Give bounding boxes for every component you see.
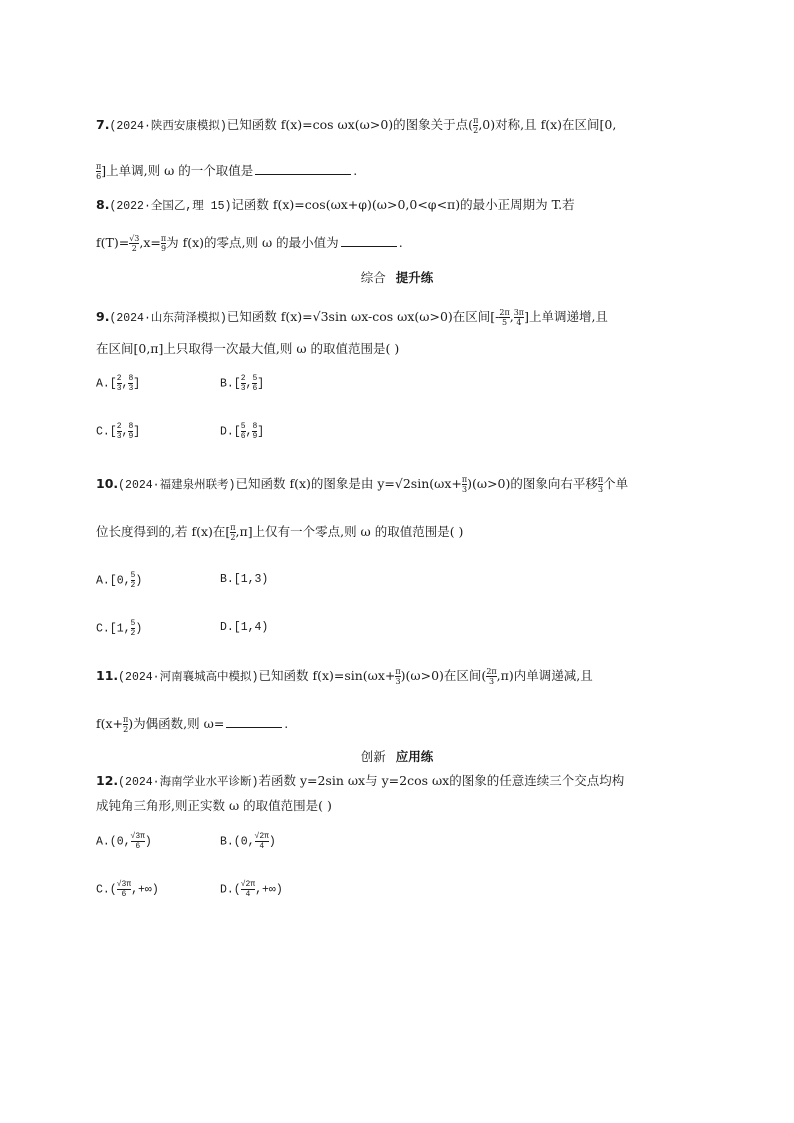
q11-line1 [96, 667, 593, 687]
q11-frac-pi-over-2: $\frac{\pi}{2}$ [123, 715, 129, 734]
q7-frac-pi-over-6: $\frac{\pi}{6}$ [96, 162, 102, 181]
q12-option-c[interactable]: C.( $\frac{√3\pi}{6}$ ,+∞) [96, 880, 159, 899]
q11-period: . [284, 716, 289, 731]
q11-text-a: 已知函数 f(x)=sin(ωx+ [258, 668, 396, 683]
q10-text-d: 位长度得到的,若 f(x)在[ [96, 524, 231, 539]
q7-answer-blank[interactable] [255, 162, 351, 175]
q9-option-b[interactable]: B.[ $\frac{2}{3}$ , $\frac{5}{6}$ ] [220, 374, 265, 393]
q8-line1 [96, 196, 575, 216]
q8-source: (2022·全国乙,理 15) [109, 200, 232, 213]
q9-text-a: 已知函数 f(x)=√3sin ωx-cos ωx(ω>0)在区间[- [226, 309, 500, 324]
q7-text-c: ]上单调,则 ω 的一个取值是 [101, 163, 254, 178]
q11-text-b: )(ω>0)在区间( [400, 668, 487, 683]
q9-frac-3pi-over-4: $\frac{3\pi}{4}$ [513, 308, 525, 327]
q10-option-c[interactable]: C.[1, $\frac{5}{2}$ ) [96, 619, 143, 638]
q10-option-d[interactable]: D.[1,4) [220, 621, 269, 634]
q12-text-a: 若函数 y=2sin ωx与 y=2cos ωx的图象的任意连续三个交点均构 [258, 773, 625, 788]
q9-line2 [96, 340, 399, 358]
q10-frac-pi-over-2: $\frac{\pi}{2}$ [230, 523, 236, 542]
q8-line2 [96, 234, 403, 253]
q11-text-d: f(x+ [96, 716, 124, 731]
q9-text-c: 在区间[0,π]上只取得一次最大值,则 ω 的取值范围是( ) [96, 341, 400, 356]
q9-frac-2pi-over-5: $\frac{2\pi}{5}$ [499, 308, 510, 327]
q12-line2 [96, 797, 332, 815]
q8-text-a: 记函数 f(x)=cos(ωx+φ)(ω>0,0<φ<π)的最小正周期为 T.若 [231, 197, 575, 212]
q9-line1 [96, 308, 608, 328]
q12-text-b: 成钝角三角形,则正实数 ω 的取值范围是( ) [96, 798, 332, 813]
q9-option-d[interactable]: D.[ $\frac{5}{6}$ , $\frac{8}{9}$ ] [220, 422, 265, 441]
q10-text-b: )(ω>0)的图象向右平移 [467, 476, 598, 491]
section1-label: 综合 [360, 270, 386, 285]
q11-answer-blank[interactable] [226, 715, 282, 728]
q7-text-a: 已知函数 f(x)=cos ωx(ω>0)的图象关于点( [226, 117, 474, 132]
q10-line2 [96, 523, 463, 542]
q12-option-a[interactable]: A.(0, $\frac{√3\pi}{6}$ ) [96, 832, 152, 851]
q8-text-b: f(T)= [96, 235, 130, 250]
q11-frac-2pi-over-3: $\frac{2\pi}{3}$ [486, 667, 497, 686]
section1-title: 提升练 [395, 270, 434, 285]
q7-text-b: ,0)对称,且 f(x)在区间[0, [478, 117, 617, 132]
q12-option-b[interactable]: B.(0, $\frac{√2\pi}{4}$ ) [220, 832, 276, 851]
q8-frac-sqrt3-over-2: $\frac{√3}{2}$ [129, 234, 140, 253]
q11-source: (2024·河南襄城高中模拟) [118, 671, 259, 684]
q7-line1 [96, 116, 616, 136]
q8-text-c: ,x= [139, 235, 161, 250]
q7-frac-pi-over-2: $\frac{\pi}{2}$ [473, 116, 479, 135]
q12-line1 [96, 772, 624, 792]
q8-number: 8. [96, 197, 110, 212]
q8-text-d: 为 f(x)的零点,则 ω 的最小值为 [166, 235, 339, 250]
section-heading-innovation [0, 747, 794, 765]
q7-period: . [353, 163, 358, 178]
section-heading-comprehensive [0, 268, 794, 286]
q10-source: (2024·福建泉州联考) [118, 479, 236, 492]
q9-comma: , [509, 309, 514, 324]
q11-line2 [96, 715, 288, 734]
q12-number: 12. [96, 773, 119, 788]
q10-frac-pi-over-3-b: $\frac{\pi}{3}$ [597, 475, 604, 494]
q10-text-a: 已知函数 f(x)的图象是由 y=√2sin(ωx+ [235, 476, 462, 491]
q8-answer-blank[interactable] [341, 234, 397, 247]
q10-line1 [96, 475, 628, 495]
q9-source: (2024·山东菏泽模拟) [109, 312, 227, 325]
q11-number: 11. [96, 668, 119, 683]
q7-number: 7. [96, 117, 110, 132]
q7-source: (2024·陕西安康模拟) [109, 120, 227, 133]
q11-text-c: ,π)内单调递减,且 [496, 668, 593, 683]
q8-frac-pi-over-9: $\frac{\pi}{9}$ [160, 234, 167, 253]
q9-number: 9. [96, 309, 110, 324]
section2-label: 创新 [360, 749, 386, 764]
q10-text-e: ,π]上仅有一个零点,则 ω 的取值范围是( ) [235, 524, 464, 539]
q8-period: . [398, 235, 403, 250]
q11-frac-pi-over-3: $\frac{\pi}{3}$ [395, 667, 401, 686]
q9-option-a[interactable]: A.[ $\frac{2}{3}$ , $\frac{8}{3}$ ] [96, 374, 141, 393]
q9-text-b: ]上单调递增,且 [524, 309, 608, 324]
q10-frac-pi-over-3-a: $\frac{\pi}{3}$ [461, 475, 468, 494]
q10-number: 10. [96, 476, 119, 491]
q11-text-e: )为偶函数,则 ω= [128, 716, 225, 731]
q9-option-c[interactable]: C.[ $\frac{2}{3}$ , $\frac{8}{9}$ ] [96, 422, 141, 441]
q12-option-d[interactable]: D.( $\frac{√2\pi}{4}$ ,+∞) [220, 880, 283, 899]
q7-line2 [96, 162, 357, 181]
q10-option-a[interactable]: A.[0, $\frac{5}{2}$ ) [96, 571, 143, 590]
q10-option-b[interactable]: B.[1,3) [220, 573, 269, 586]
section2-title: 应用练 [395, 749, 434, 764]
q10-text-c: 个单 [603, 476, 629, 491]
q12-source: (2024·海南学业水平诊断) [118, 776, 259, 789]
